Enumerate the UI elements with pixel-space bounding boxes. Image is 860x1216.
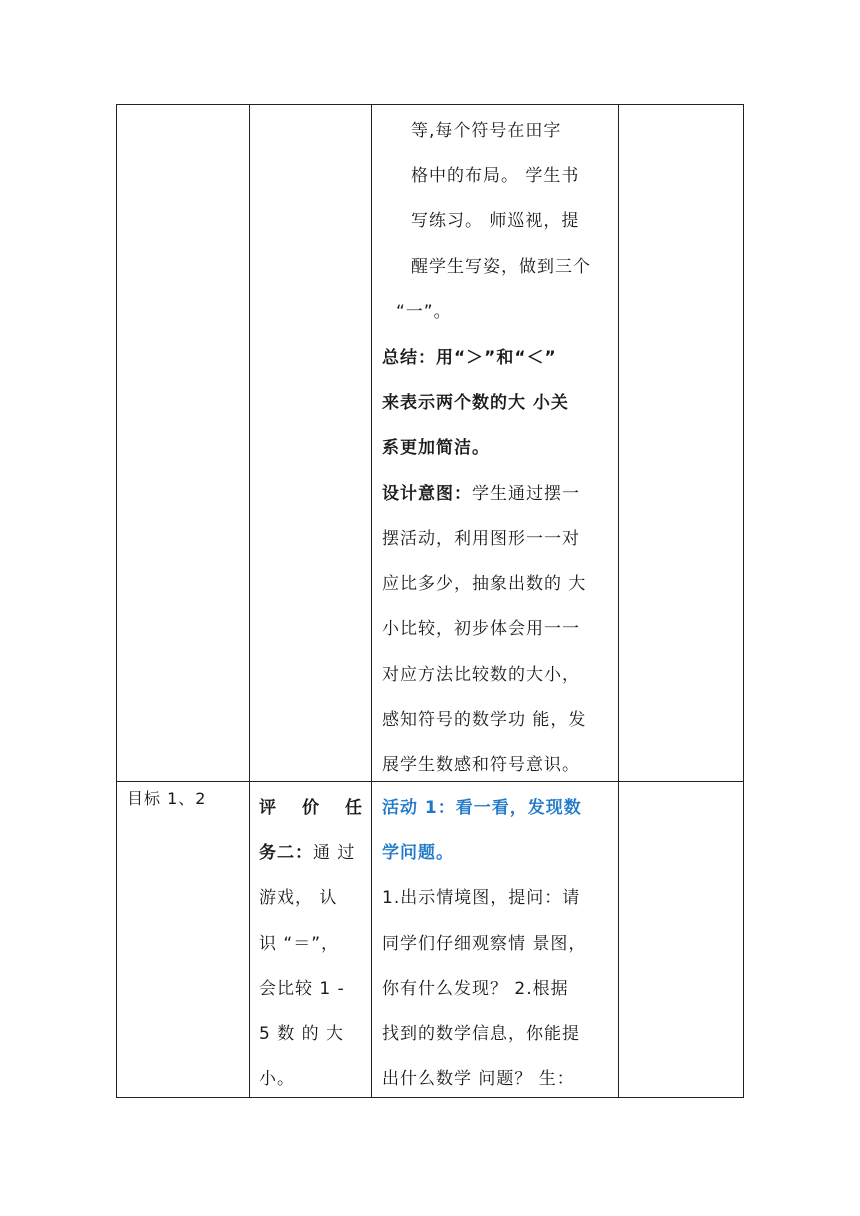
table-divider-3 (618, 104, 619, 1098)
evaluation-task-text: 5 数 的 大 (259, 1024, 345, 1044)
summary-text: 来表示两个数的大 小关 (382, 393, 569, 413)
design-intent-text: 展学生数感和符号意识。 (382, 755, 580, 775)
evaluation-task-text: 通 过 (313, 843, 356, 863)
activity-text: 同学们仔细观察情 景图， (382, 934, 587, 954)
design-intent-text: 学生通过摆一 (472, 484, 580, 504)
summary-line (382, 345, 557, 371)
text-line: 写练习。 师巡视，提 (411, 211, 580, 231)
design-intent-text: 应比多少，抽象出数的 大 (382, 574, 587, 594)
summary-text: 用“＞”和“＜” (436, 348, 557, 368)
evaluation-task-text: 识 “＝”， (259, 934, 340, 954)
row2-col1-cell (117, 782, 249, 1097)
row2-col3-cell (372, 782, 618, 1097)
objective-label: 目标 1、2 (127, 789, 207, 808)
table-border-right (743, 104, 744, 1098)
table-border-bottom (116, 1097, 744, 1098)
evaluation-task-label: 评 价 任 (259, 798, 363, 818)
summary-label: 总结： (382, 348, 436, 368)
design-intent-text: 对应方法比较数的大小， (382, 665, 580, 685)
design-intent-line (382, 481, 580, 507)
row2-col2-cell (250, 782, 371, 1097)
row1-col3-cell (372, 105, 618, 781)
activity-text: 出什么数学 问题？ 生： (382, 1069, 575, 1089)
activity-title: 学问题。 (382, 843, 454, 863)
activity-text: 找到的数学信息，你能提 (382, 1024, 580, 1044)
evaluation-task-label-end: 务二： (259, 843, 313, 863)
evaluation-task-text: 会比较 1 - (259, 979, 345, 999)
design-intent-text: 摆活动，利用图形一一对 (382, 529, 580, 549)
design-intent-text: 小比较，初步体会用一一 (382, 619, 580, 639)
activity-text: 你有什么发现？ 2.根据 (382, 979, 569, 999)
text-line: 格中的布局。 学生书 (411, 166, 580, 186)
text-line: 等,每个符号在田字 (411, 121, 562, 141)
evaluation-task-line (259, 840, 355, 866)
summary-text: 系更加简洁。 (382, 438, 490, 458)
design-intent-text: 感知符号的数学功 能，发 (382, 710, 587, 730)
evaluation-task-text: 游戏， 认 (259, 888, 338, 908)
activity-text: 1.出示情境图，提问：请 (382, 888, 581, 908)
text-line: “一”。 (396, 302, 452, 322)
activity-title: 活动 1：看一看，发现数 (382, 798, 582, 818)
evaluation-task-text: 小。 (259, 1069, 295, 1089)
text-line: 醒学生写姿，做到三个 (411, 257, 591, 277)
design-intent-label: 设计意图： (382, 484, 472, 504)
